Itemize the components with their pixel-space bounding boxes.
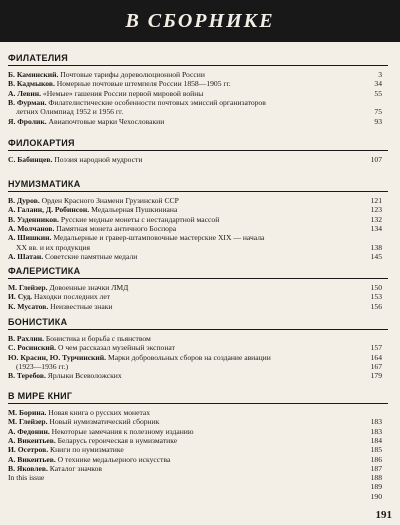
entry-title: «Немые» гашения России первой мировой войны: [41, 88, 204, 98]
section-title: НУМИЗМАТИКА: [8, 179, 81, 189]
toc-entry: [8, 71, 388, 79]
entry-page-number: 167: [370, 361, 382, 371]
entry-page-number: 153: [370, 292, 382, 302]
page-title: В СБОРНИКЕ: [125, 10, 275, 32]
section-title: ФИЛАТЕЛИЯ: [8, 53, 68, 63]
entry-page-number: 123: [370, 205, 382, 215]
entry-title: Ярлыки Всеволожских: [45, 371, 122, 381]
entry-author: В. Яковлев.: [8, 463, 48, 473]
entry-page-number: 3: [378, 70, 382, 79]
entry-author: А. Галаин, Д. Робинсон.: [8, 205, 90, 215]
entry-title: Орден Красного Знамени Грузинской ССР: [39, 196, 179, 205]
toc-entry: [8, 372, 388, 380]
entry-author: М. Глейзер.: [8, 417, 48, 427]
entry-author: В. Кадмыков.: [8, 79, 55, 89]
entry-author: М. Борина.: [8, 408, 47, 417]
toc-entry: [8, 156, 388, 164]
entry-title: Марки добровольных сборов на создание авиации: [106, 352, 271, 362]
entry-title: Каталог значков: [47, 463, 102, 473]
entry-author: А. Шишкин.: [8, 233, 52, 243]
entry-page-number: 189: [370, 482, 382, 492]
entry-title: Довоенные значки ЛМД: [47, 283, 129, 292]
entry-author: В. Теребов.: [8, 371, 46, 381]
entry-title: Неизвестные знаки: [48, 301, 113, 311]
page-number: 191: [375, 509, 392, 521]
entry-title: XX вв. и их продукция: [16, 242, 90, 252]
toc-entry: [8, 99, 388, 107]
title-bar: [0, 0, 400, 42]
entry-title: (1923—1936 гг.): [16, 361, 69, 371]
entry-title: Почтовые тарифы дореволюционной России: [58, 70, 205, 79]
entry-page-number: 185: [370, 445, 382, 455]
entry-title: Филателистические особенности почтовых эмиссий организаторов: [46, 97, 266, 107]
entry-title: О технике медальерного искусства: [55, 454, 171, 464]
entry-title: In this issue: [8, 473, 45, 483]
entry-title: Медальерная Пушкиниана: [89, 205, 178, 215]
entry-page-number: 55: [374, 88, 382, 98]
entry-author: А. Левин.: [8, 88, 42, 98]
entry-title: Беларусь героическая в нумизматике: [55, 435, 178, 445]
toc-entry: [8, 90, 388, 98]
entry-author: И. Осетров.: [8, 445, 49, 455]
toc-entry: [8, 108, 396, 116]
entry-page-number: 75: [374, 107, 382, 117]
entry-page-number: 179: [370, 371, 382, 381]
section-title: В МИРЕ КНИГ: [8, 391, 73, 401]
entry-author: А. Шатан.: [8, 251, 44, 261]
entry-title: Русские медные монеты с нестандартной массой: [58, 214, 220, 224]
entry-title: Бонистика и борьба с пьянством: [44, 334, 151, 343]
entry-page-number: 183: [370, 417, 382, 427]
entry-page-number: 187: [370, 463, 382, 473]
toc-entry: [8, 244, 396, 252]
toc-entry: [8, 253, 388, 261]
toc-entry: [8, 335, 388, 343]
entry-author: М. Глейзер.: [8, 283, 48, 292]
entry-page-number: 121: [370, 196, 382, 205]
toc-entry: [8, 303, 388, 311]
entry-title: летних Олимпиад 1952 и 1956 гг.: [16, 107, 124, 117]
toc-entry: [8, 344, 388, 352]
toc-entry: [8, 428, 388, 436]
entry-page-number: 138: [370, 242, 382, 252]
entry-author: А. Молчанов.: [8, 223, 55, 233]
section-header: [8, 140, 388, 151]
entry-title: Авиапочтовые марки Чехословакии: [46, 116, 165, 126]
toc-entry: [8, 418, 388, 426]
toc-entry: [8, 293, 388, 301]
entry-author: И. Суд.: [8, 292, 33, 302]
section-header: [8, 181, 388, 192]
section-title: БОНИСТИКА: [8, 317, 68, 327]
toc-entry: [8, 234, 388, 242]
entry-author: С. Росинский.: [8, 343, 57, 353]
entry-author: В. Фурман.: [8, 97, 47, 107]
toc-entry: [8, 456, 388, 464]
toc-entry: [8, 206, 388, 214]
entry-page-number: 157: [370, 343, 382, 353]
toc-entry: [8, 446, 388, 454]
toc-entry: [8, 437, 388, 445]
entry-title: Находки последних лет: [32, 292, 111, 302]
toc-entry: [8, 363, 396, 371]
toc-entry: [8, 80, 388, 88]
entry-author: К. Мусатов.: [8, 301, 49, 311]
entry-title: Советские памятные медали: [43, 251, 138, 261]
section-header: [8, 319, 388, 330]
entry-page-number: 184: [370, 435, 382, 445]
toc-entry: [8, 225, 388, 233]
entry-author: Я. Фролик.: [8, 116, 47, 126]
entry-title: О чем рассказал музейный экспонат: [56, 343, 175, 353]
entry-page-number: 132: [370, 214, 382, 224]
toc-entry: [8, 465, 388, 473]
entry-page-number: 188: [370, 473, 382, 483]
entry-author: А. Викентьев.: [8, 454, 56, 464]
entry-title: Памятная монета античного Боспора: [54, 223, 177, 233]
entry-page-number: 156: [370, 301, 382, 311]
entry-author: А. Федонин.: [8, 426, 50, 436]
entry-page-number: 107: [370, 155, 382, 164]
toc-entry: [8, 354, 388, 362]
entry-page-number: 34: [374, 79, 382, 89]
entry-title: Некоторые замечания к полезному изданию: [49, 426, 194, 436]
entry-author: В. Рахлин.: [8, 334, 45, 343]
toc-entry: [8, 474, 388, 482]
entry-author: В. Дуров.: [8, 196, 40, 205]
entry-title: Книги по нумизматике: [48, 445, 124, 455]
entry-page-number: 183: [370, 426, 382, 436]
toc-entry: [8, 118, 388, 126]
section-header: [8, 55, 388, 66]
entry-page-number: 190: [370, 491, 382, 501]
entry-page-number: 186: [370, 454, 382, 464]
section-title: ФИЛОКАРТИЯ: [8, 138, 75, 148]
toc-entry: [8, 216, 388, 224]
entry-author: А. Викентьев.: [8, 435, 56, 445]
toc-entry: [8, 284, 388, 292]
entry-title: Поэзия народной мудрости: [52, 155, 143, 164]
entry-author: С. Бабинцев.: [8, 155, 53, 164]
entry-title: Медальерные и гравер-штамповочные мастерские XIX — начала: [51, 233, 265, 243]
entry-page-number: 150: [370, 283, 382, 292]
toc-entry: [8, 197, 388, 205]
section-header: [8, 393, 388, 404]
entry-author: Б. Каминский.: [8, 70, 59, 79]
toc-entry: [8, 409, 388, 417]
entry-page-number: 164: [370, 352, 382, 362]
section-header: [8, 268, 388, 279]
entry-page-number: 93: [374, 116, 382, 126]
entry-page-number: 134: [370, 223, 382, 233]
entry-title: Новая книга о русских монетах: [46, 408, 151, 417]
entry-title: Номерные почтовые штемпеля России 1858—1905 гг.: [54, 79, 231, 89]
entry-title: Новый нумизматический сборник: [47, 417, 160, 427]
entry-author: Ю. Красин, Ю. Турчинский.: [8, 352, 107, 362]
section-title: ФАЛЕРИСТИКА: [8, 266, 81, 276]
entry-page-number: 145: [370, 251, 382, 261]
entry-author: В. Узденников.: [8, 214, 59, 224]
